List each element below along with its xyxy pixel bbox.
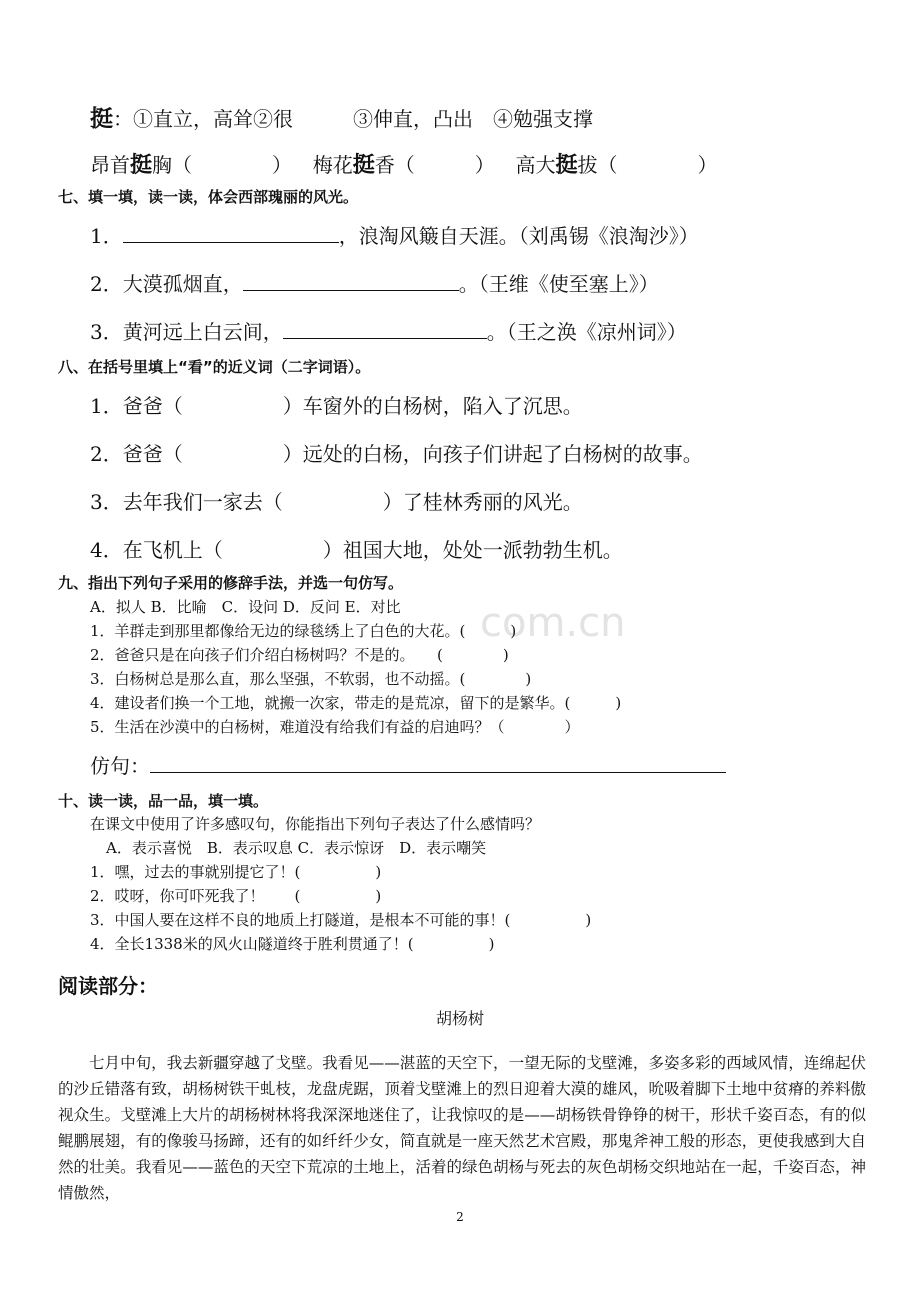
sec7-question-3: 3．黄河远上白云间， 。（王之涣《凉州词》） [90,320,687,344]
sec9-item-1: 1．羊群走到那里都像给无边的绿毯绣上了白色的大花。( ) [90,622,517,640]
ting-items-line [90,148,717,179]
section-7-title: 七、填一填，读一读，体会西部瑰丽的风光。 [58,188,359,206]
sec7-q1-blank[interactable] [123,224,339,243]
ting-colon: ： [113,107,133,131]
sec10-item-1: 1．嘿，过去的事就别提它了！( ) [90,863,382,881]
sec10-item-4: 4．全长1338米的风火山隧道终于胜利贯通了！( ) [90,935,495,953]
watermark: com.cn [480,600,626,646]
sec9-item-5: 5．生活在沙漠中的白杨树，难道没有给我们有益的启迪吗？（ ） [90,718,580,736]
sec10-options: A．表示喜悦 B．表示叹息 C．表示惊讶 D．表示嘲笑 [106,839,487,857]
imitate-blank[interactable] [150,754,726,773]
sec8-item-1: 1．爸爸（ ）车窗外的白杨树，陷入了沉思。 [90,394,583,418]
sec9-item-3: 3．白杨树总是那么直，那么坚强，不软弱，也不动摇。( ) [90,670,532,688]
ting-options: ①直立，高耸②很 ③伸直，凸出 ④勉强支撑 [133,107,593,131]
sec7-q3-blank[interactable] [283,320,487,339]
ting-char: 挺 [90,105,113,132]
sec9-item-2: 2．爸爸只是在向孩子们介绍白杨树吗？不是的。 ( ) [90,646,509,664]
ting-item-1: 昂首挺胸（ ） [90,152,293,178]
sec7-question-1: 1． ，浪淘风簸自天涯。（刘禹锡《浪淘沙》） [90,224,699,248]
sec8-item-3: 3．去年我们一家去（ ）了桂林秀丽的风光。 [90,490,583,514]
section-9-title: 九、指出下列句子采用的修辞手法，并选一句仿写。 [58,574,404,592]
reading-title: 胡杨树 [435,1009,484,1028]
sec10-intro: 在课文中使用了许多感叹句，你能指出下列句子表达了什么感情吗？ [90,815,541,833]
sec9-imitate-line [90,750,726,779]
sec9-options: A．拟人 B．比喻 C．设问 D．反问 E．对比 [90,598,401,616]
sec7-q2-blank[interactable] [243,272,459,291]
ting-item-2: 梅花挺香（ ） [312,152,495,178]
reading-heading: 阅读部分： [58,974,158,998]
reading-paragraph: 七月中旬，我去新疆穿越了戈壁。我看见——湛蓝的天空下，一望无际的戈壁滩，多姿多彩的西域风情，连绵起伏的沙丘错落有致，胡杨树铁干虬枝，龙盘虎踞，顶着戈壁滩上的烈日迎着大漠的雄风，吮吸着脚下土地中贫瘠的养料傲视众生。戈壁滩上大片的胡杨树林将我深深地迷住了，让我惊叹的是——胡杨铁骨铮铮的树干，形状千姿百态，有的似鲲鹏展翅，有的像骏马扬蹄，还有的如纤纤少女，简直就是一座天然艺术宫殿，那鬼斧神工般的形态，更使我感到大自然的壮美。我看见——蓝色的天空下荒凉的土地上，活着的绿色胡杨与死去的灰色胡杨交织地站在一起，千姿百态，神情傲然， [58,1054,866,1202]
section-10-title: 十、读一读，品一品，填一填。 [58,792,269,810]
ting-options-line [90,100,593,133]
sec10-item-2: 2．哎呀，你可吓死我了！ ( ) [90,887,382,905]
sec7-question-2: 2．大漠孤烟直， 。（王维《使至塞上》） [90,272,659,296]
imitate-label: 仿句： [90,754,150,778]
section-8-title: 八、在括号里填上“看”的近义词（二字词语）。 [58,358,371,376]
sec8-item-4: 4．在飞机上（ ）祖国大地，处处一派勃勃生机。 [90,538,623,562]
page-number: 2 [456,1210,464,1224]
sec9-item-4: 4．建设者们换一个工地，就搬一次家，带走的是荒凉，留下的是繁华。( ) [90,694,622,712]
ting-item-3: 高大挺拔（ ） [515,152,718,178]
sec10-item-3: 3．中国人要在这样不良的地质上打隧道，是根本不可能的事！( ) [90,911,592,929]
sec8-item-2: 2．爸爸（ ）远处的白杨，向孩子们讲起了白杨树的故事。 [90,442,703,466]
